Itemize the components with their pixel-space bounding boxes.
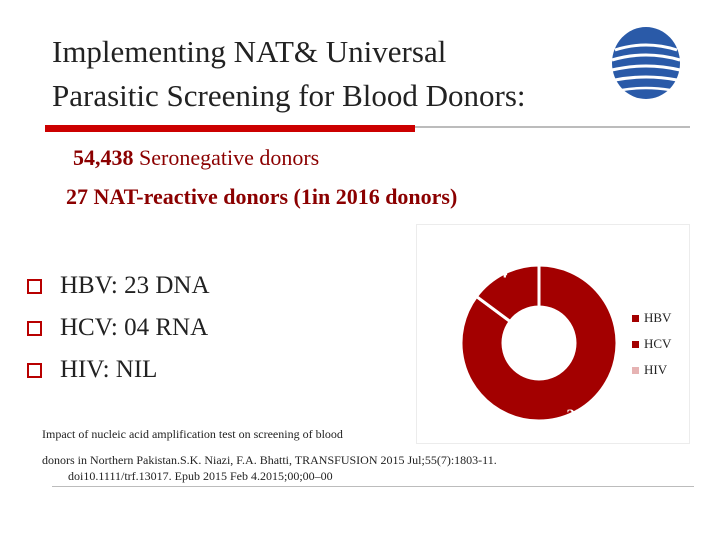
data-label-hbv: 23 bbox=[566, 405, 584, 425]
title-line-1: Implementing NAT& Universal bbox=[52, 34, 447, 69]
bullet-text: HBV: 23 DNA bbox=[60, 272, 210, 299]
organization-logo-icon bbox=[606, 18, 686, 104]
seronegative-label: Seronegative donors bbox=[139, 145, 320, 170]
data-label-hcv: 4 bbox=[498, 262, 508, 282]
legend-item-hiv bbox=[632, 357, 671, 383]
legend-swatch bbox=[632, 367, 639, 374]
legend-label: HBV bbox=[644, 310, 672, 325]
title-divider-line bbox=[415, 126, 690, 128]
legend-item-hcv bbox=[632, 331, 671, 357]
reference-line-1: Impact of nucleic acid amplification test on screening of blood bbox=[42, 427, 343, 441]
seronegative-number: 54,438 bbox=[73, 145, 134, 170]
legend-label: HIV bbox=[644, 362, 668, 377]
chart-legend bbox=[632, 305, 671, 383]
bullet-text: HCV: 04 RNA bbox=[60, 314, 209, 341]
legend-swatch bbox=[632, 315, 639, 322]
legend-swatch bbox=[632, 341, 639, 348]
bullet-text: HIV: NIL bbox=[60, 356, 158, 383]
bullet-list bbox=[27, 265, 210, 391]
checkbox-bullet-icon bbox=[27, 363, 42, 378]
title-divider-accent bbox=[45, 125, 415, 132]
reference-divider bbox=[52, 486, 694, 487]
legend-label: HCV bbox=[644, 336, 672, 351]
slide-title bbox=[52, 30, 612, 118]
checkbox-bullet-icon bbox=[27, 321, 42, 336]
reference-line-3: doi10.1111/trf.13017. Epub 2015 Feb 4.2015;00;00–00 bbox=[68, 469, 333, 483]
nat-reactive-stat: 27 NAT-reactive donors (1in 2016 donors) bbox=[66, 184, 458, 209]
bullet-item-hcv bbox=[27, 307, 210, 349]
reference-line-2: donors in Northern Pakistan.S.K. Niazi, F.A. Bhatti, TRANSFUSION 2015 Jul;55(7):1803-11. bbox=[42, 453, 497, 467]
checkbox-bullet-icon bbox=[27, 279, 42, 294]
legend-item-hbv bbox=[632, 305, 671, 331]
bullet-item-hiv bbox=[27, 349, 210, 391]
seronegative-stat bbox=[73, 145, 319, 171]
title-line-2: Parasitic Screening for Blood Donors: bbox=[52, 78, 526, 113]
bullet-item-hbv bbox=[27, 265, 210, 307]
